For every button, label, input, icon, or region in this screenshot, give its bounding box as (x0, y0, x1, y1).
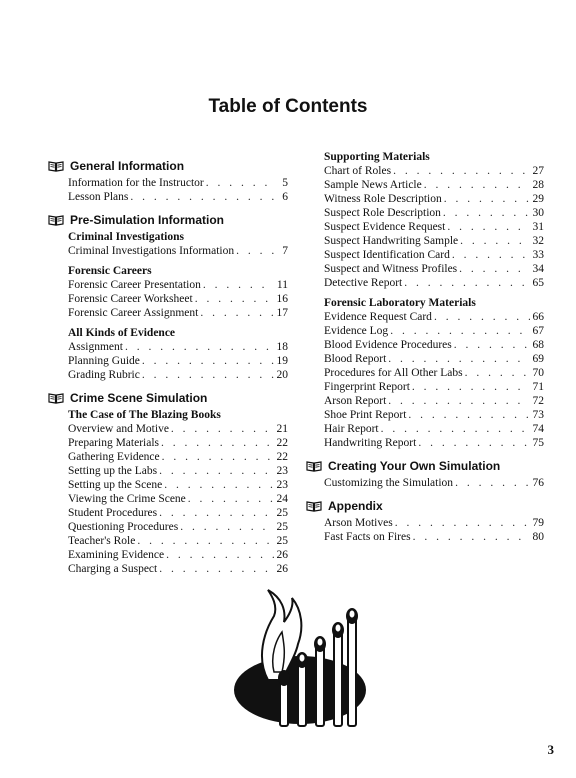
dot-leader (195, 292, 274, 306)
toc-entry-label: Assignment (68, 341, 123, 353)
toc-entry-label: Suspect Identification Card (324, 249, 450, 261)
dot-leader (424, 178, 530, 192)
burning-matches-illustration (228, 588, 378, 730)
toc-entry-page: 67 (532, 325, 544, 337)
open-book-icon (306, 500, 322, 512)
toc-entry (68, 244, 288, 258)
toc-entry-label: Forensic Career Worksheet (68, 293, 193, 305)
dot-leader (142, 354, 274, 368)
toc-entry (324, 380, 544, 394)
toc-entry (68, 292, 288, 306)
toc-entry-label: Fast Facts on Fires (324, 531, 411, 543)
section-creating-simulation (306, 458, 544, 474)
toc-entry-page: 23 (276, 479, 288, 491)
section-pre-simulation (48, 212, 288, 228)
toc-entry (68, 492, 288, 506)
dot-leader (459, 262, 530, 276)
toc-entry-page: 21 (276, 423, 288, 435)
toc-entry-label: Sample News Article (324, 179, 422, 191)
toc-entry-page: 31 (532, 221, 544, 233)
toc-entry (324, 178, 544, 192)
toc-entry-page: 73 (532, 409, 544, 421)
dot-leader (142, 368, 274, 382)
toc-entry-label: Evidence Request Card (324, 311, 432, 323)
toc-entry (324, 436, 544, 450)
toc-entry (68, 534, 288, 548)
toc-entry-label: Arson Motives (324, 517, 393, 529)
subsection-heading: Criminal Investigations (68, 231, 184, 243)
toc-entry-page: 74 (532, 423, 544, 435)
page-number: 3 (547, 742, 554, 757)
dot-leader (159, 506, 274, 520)
dot-leader (395, 516, 530, 530)
subsection-heading: The Case of The Blazing Books (68, 409, 221, 421)
toc-entry (68, 176, 288, 190)
toc-entry (324, 352, 544, 366)
open-book-icon (48, 214, 64, 226)
dot-leader (203, 278, 274, 292)
toc-entry (324, 516, 544, 530)
toc-entry-label: Charging a Suspect (68, 563, 158, 575)
toc-entry-label: Suspect Role Description (324, 207, 441, 219)
toc-entry-page: 80 (532, 531, 544, 543)
toc-entry-page: 71 (532, 381, 544, 393)
toc-entry-label: Overview and Motive (68, 423, 169, 435)
toc-entry (68, 548, 288, 562)
dot-leader (447, 220, 530, 234)
dot-leader (465, 366, 530, 380)
toc-entry-page: 16 (276, 293, 288, 305)
toc-entry (68, 464, 288, 478)
toc-entry-label: Procedures for All Other Labs (324, 367, 463, 379)
toc-entry (324, 324, 544, 338)
toc-entry-label: Gathering Evidence (68, 451, 160, 463)
toc-entry-page: 70 (532, 367, 544, 379)
toc-entry-label: Forensic Career Presentation (68, 279, 201, 291)
toc-entry-page: 7 (282, 245, 288, 257)
subsection-heading: Forensic Careers (68, 265, 152, 277)
dot-leader (452, 248, 530, 262)
toc-entry-label: Questioning Procedures (68, 521, 179, 533)
section-general-information (48, 158, 288, 174)
toc-entry-page: 5 (282, 177, 288, 189)
toc-entry-page: 22 (276, 437, 288, 449)
toc-entry-label: Hair Report (324, 423, 379, 435)
toc-entry-label: Grading Rubric (68, 369, 140, 381)
toc-entry-label: Lesson Plans (68, 191, 129, 203)
dot-leader (390, 324, 530, 338)
dot-leader (161, 436, 274, 450)
toc-entry (324, 164, 544, 178)
toc-entry-label: Setting up the Scene (68, 479, 163, 491)
dot-leader (434, 310, 530, 324)
dot-leader (125, 340, 274, 354)
toc-entry-page: 72 (532, 395, 544, 407)
section-crime-scene-simulation (48, 390, 288, 406)
toc-entry-page: 26 (276, 563, 288, 575)
toc-entry (68, 436, 288, 450)
dot-leader (404, 276, 530, 290)
toc-entry (324, 234, 544, 248)
toc-entry-label: Customizing the Simulation (324, 477, 454, 489)
dot-leader (381, 422, 530, 436)
toc-entry-page: 65 (532, 277, 544, 289)
dot-leader (137, 534, 274, 548)
toc-entry (68, 478, 288, 492)
dot-leader (412, 380, 530, 394)
toc-entry-page: 33 (532, 249, 544, 261)
section-appendix (306, 498, 544, 514)
toc-entry-page: 26 (276, 549, 288, 561)
toc-entry-page: 79 (532, 517, 544, 529)
toc-entry-label: Shoe Print Report (324, 409, 407, 421)
dot-leader (454, 338, 530, 352)
toc-entry-page: 23 (276, 465, 288, 477)
toc-entry-label: Suspect Evidence Request (324, 221, 446, 233)
dot-leader (388, 352, 530, 366)
toc-entry-label: Preparing Materials (68, 437, 160, 449)
toc-entry-page: 76 (532, 477, 544, 489)
toc-entry-label: Teacher's Role (68, 535, 136, 547)
subsection-heading: Forensic Laboratory Materials (324, 297, 476, 309)
toc-entry-label: Fingerprint Report (324, 381, 410, 393)
section-heading-text: General Information (70, 159, 185, 173)
dot-leader (164, 478, 274, 492)
toc-entry-page: 17 (276, 307, 288, 319)
toc-entry (324, 422, 544, 436)
toc-entry-label: Information for the Instructor (68, 177, 204, 189)
section-heading-text: Creating Your Own Simulation (328, 459, 501, 473)
toc-entry-page: 75 (532, 437, 544, 449)
toc-entry (68, 450, 288, 464)
toc-entry (324, 206, 544, 220)
toc-entry-page: 25 (276, 521, 288, 533)
section-heading-text: Appendix (328, 499, 383, 513)
toc-entry (324, 248, 544, 262)
toc-entry-page: 69 (532, 353, 544, 365)
toc-entry-page: 66 (532, 311, 544, 323)
toc-entry-label: Chart of Roles (324, 165, 392, 177)
toc-entry-label: Blood Evidence Procedures (324, 339, 452, 351)
toc-entry-page: 68 (532, 339, 544, 351)
toc-entry-label: Blood Report (324, 353, 387, 365)
toc-right-column (306, 150, 544, 544)
toc-entry-page: 19 (276, 355, 288, 367)
dot-leader (171, 422, 274, 436)
toc-entry-page: 20 (276, 369, 288, 381)
section-heading-text: Crime Scene Simulation (70, 391, 208, 405)
toc-entry-label: Setting up the Labs (68, 465, 158, 477)
toc-entry-label: Student Procedures (68, 507, 158, 519)
toc-entry-label: Arson Report (324, 395, 387, 407)
toc-entry-label: Witness Role Description (324, 193, 442, 205)
toc-entry-page: 32 (532, 235, 544, 247)
dot-leader (200, 306, 274, 320)
toc-entry-page: 22 (276, 451, 288, 463)
toc-entry (68, 422, 288, 436)
toc-entry (68, 520, 288, 534)
toc-entry (324, 476, 544, 490)
toc-entry-page: 34 (532, 263, 544, 275)
toc-entry-page: 18 (276, 341, 288, 353)
dot-leader (408, 408, 530, 422)
toc-entry (68, 368, 288, 382)
toc-entry (68, 562, 288, 576)
subsection-heading: Supporting Materials (324, 151, 430, 163)
toc-entry (324, 262, 544, 276)
toc-entry (324, 394, 544, 408)
page-title: Table of Contents (208, 96, 368, 117)
toc-entry (68, 278, 288, 292)
dot-leader (388, 394, 530, 408)
toc-left-column (48, 150, 288, 576)
open-book-icon (48, 392, 64, 404)
dot-leader (455, 476, 530, 490)
dot-leader (166, 548, 274, 562)
dot-leader (236, 244, 274, 258)
toc-entry-page: 11 (276, 279, 288, 291)
toc-entry-page: 24 (276, 493, 288, 505)
toc-entry-page: 28 (532, 179, 544, 191)
subsection-heading: All Kinds of Evidence (68, 327, 176, 339)
toc-entry (324, 408, 544, 422)
toc-entry-label: Planning Guide (68, 355, 140, 367)
dot-leader (206, 176, 274, 190)
dot-leader (460, 234, 530, 248)
toc-entry (324, 220, 544, 234)
toc-entry (68, 340, 288, 354)
open-book-icon (48, 160, 64, 172)
toc-entry-label: Forensic Career Assignment (68, 307, 199, 319)
toc-entry-label: Handwriting Report (324, 437, 417, 449)
toc-entry-label: Criminal Investigations Information (68, 245, 235, 257)
toc-entry (324, 276, 544, 290)
toc-entry (324, 310, 544, 324)
toc-entry (324, 192, 544, 206)
dot-leader (130, 190, 274, 204)
toc-entry (68, 190, 288, 204)
section-heading-text: Pre-Simulation Information (70, 213, 225, 227)
dot-leader (159, 464, 274, 478)
dot-leader (443, 206, 530, 220)
toc-entry (68, 354, 288, 368)
toc-entry-page: 6 (282, 191, 288, 203)
dot-leader (180, 520, 274, 534)
toc-entry-page: 30 (532, 207, 544, 219)
toc-entry (324, 338, 544, 352)
toc-entry-page: 25 (276, 535, 288, 547)
dot-leader (188, 492, 274, 506)
toc-entry-page: 29 (532, 193, 544, 205)
toc-entry-page: 25 (276, 507, 288, 519)
dot-leader (444, 192, 530, 206)
toc-entry-label: Suspect Handwriting Sample (324, 235, 459, 247)
toc-entry (68, 306, 288, 320)
dot-leader (413, 530, 530, 544)
toc-entry-label: Suspect and Witness Profiles (324, 263, 458, 275)
open-book-icon (306, 460, 322, 472)
dot-leader (162, 450, 274, 464)
dot-leader (393, 164, 530, 178)
toc-entry-label: Detective Report (324, 277, 403, 289)
toc-entry-label: Viewing the Crime Scene (68, 493, 186, 505)
dot-leader (159, 562, 274, 576)
toc-entry-label: Examining Evidence (68, 549, 165, 561)
toc-entry (324, 530, 544, 544)
toc-entry-page: 27 (532, 165, 544, 177)
toc-entry-label: Evidence Log (324, 325, 389, 337)
toc-entry (324, 366, 544, 380)
dot-leader (418, 436, 530, 450)
toc-entry (68, 506, 288, 520)
